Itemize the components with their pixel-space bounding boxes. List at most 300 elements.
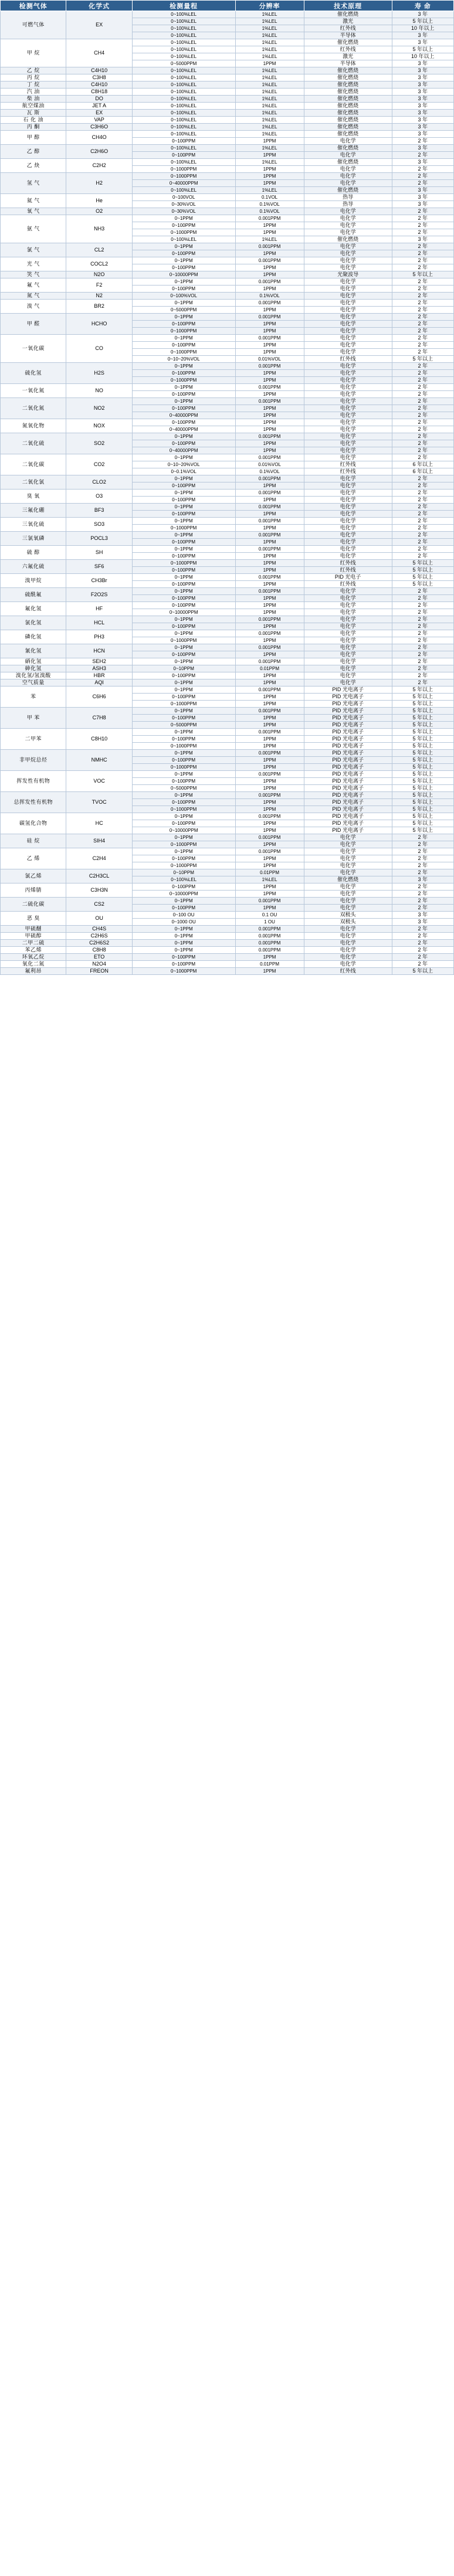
cell-detection-range: 0~10PPM	[132, 869, 235, 876]
cell-gas-name: 一氧化氮	[1, 384, 66, 398]
cell-detection-range: 0~1000PPM	[132, 968, 235, 975]
cell-lifespan: 3 年	[392, 32, 453, 39]
cell-technology: 电化学	[304, 940, 392, 947]
cell-chemical-formula: OU	[66, 912, 132, 926]
cell-gas-name: 总挥发性有机物	[1, 792, 66, 813]
cell-chemical-formula: SH	[66, 546, 132, 560]
cell-gas-name: 汽 油	[1, 89, 66, 96]
cell-chemical-formula: POCL3	[66, 532, 132, 546]
table-row	[1, 67, 454, 74]
cell-resolution: 1%LEL	[235, 145, 304, 152]
cell-gas-name: 苯	[1, 687, 66, 708]
cell-resolution: 0.001PPM	[235, 687, 304, 694]
header-resolution: 分辨率	[235, 1, 304, 11]
table-row	[1, 145, 454, 152]
cell-gas-name: 氟 气	[1, 278, 66, 293]
cell-chemical-formula: C2H6O	[66, 145, 132, 159]
cell-resolution: 0.001PPM	[235, 475, 304, 482]
cell-detection-range: 0~1000PPM	[132, 349, 235, 356]
cell-resolution: 1%LEL	[235, 110, 304, 117]
cell-resolution: 1%LEL	[235, 67, 304, 74]
cell-resolution: 0.001PPM	[235, 813, 304, 820]
cell-technology: 电化学	[304, 954, 392, 961]
cell-technology: 电化学	[304, 862, 392, 869]
cell-detection-range: 0~100PPM	[132, 138, 235, 145]
cell-lifespan: 2 年	[392, 257, 453, 264]
cell-lifespan: 2 年	[392, 208, 453, 215]
cell-lifespan: 2 年	[392, 300, 453, 307]
table-row	[1, 947, 454, 954]
cell-lifespan: 2 年	[392, 553, 453, 560]
cell-chemical-formula: HCN	[66, 644, 132, 658]
cell-lifespan: 2 年	[392, 180, 453, 187]
cell-lifespan: 2 年	[392, 665, 453, 672]
cell-technology: PID 光电子	[304, 574, 392, 581]
cell-lifespan: 2 年	[392, 841, 453, 848]
cell-technology: 电化学	[304, 588, 392, 595]
cell-technology: 催化燃烧	[304, 96, 392, 103]
cell-technology: 电化学	[304, 961, 392, 968]
cell-technology: 电化学	[304, 307, 392, 314]
cell-detection-range: 0~10000PPM	[132, 271, 235, 278]
cell-resolution: 0.001PPM	[235, 588, 304, 595]
cell-chemical-formula: CO2	[66, 454, 132, 475]
cell-technology: PID 光电离子	[304, 820, 392, 827]
cell-lifespan: 2 年	[392, 447, 453, 454]
cell-detection-range: 0~1PPM	[132, 687, 235, 694]
table-row	[1, 926, 454, 933]
cell-gas-name: 六氟化硫	[1, 560, 66, 574]
cell-chemical-formula: NO2	[66, 398, 132, 419]
cell-lifespan: 5 年以上	[392, 813, 453, 820]
cell-chemical-formula: HCHO	[66, 314, 132, 335]
cell-chemical-formula: CH4O	[66, 131, 132, 145]
gas-sensor-spec-sheet	[0, 0, 454, 975]
cell-chemical-formula: FREON	[66, 968, 132, 975]
cell-detection-range: 0~1PPM	[132, 658, 235, 665]
cell-resolution: 1PPM	[235, 286, 304, 293]
cell-chemical-formula: CS2	[66, 898, 132, 912]
cell-gas-name: 空气质量	[1, 679, 66, 687]
table-row	[1, 813, 454, 820]
cell-resolution: 1%LEL	[235, 159, 304, 166]
cell-gas-name: 硫化氢	[1, 363, 66, 384]
cell-lifespan: 3 年	[392, 912, 453, 919]
cell-gas-name: 磷化氢	[1, 630, 66, 644]
cell-chemical-formula: C3H6O	[66, 124, 132, 131]
cell-detection-range: 0~1PPM	[132, 475, 235, 482]
cell-resolution: 0.001PPM	[235, 314, 304, 321]
table-row	[1, 644, 454, 651]
cell-gas-name: 可燃气体	[1, 11, 66, 39]
cell-technology: 光聚波导	[304, 271, 392, 278]
cell-chemical-formula: N2	[66, 293, 132, 300]
cell-chemical-formula: SF6	[66, 560, 132, 574]
cell-detection-range: 0~1PPM	[132, 588, 235, 595]
cell-lifespan: 2 年	[392, 278, 453, 286]
cell-lifespan: 3 年	[392, 89, 453, 96]
cell-lifespan: 2 年	[392, 834, 453, 841]
cell-technology: 电化学	[304, 180, 392, 187]
cell-chemical-formula: C3H8	[66, 74, 132, 81]
cell-resolution: 0.01PPM	[235, 665, 304, 672]
cell-lifespan: 2 年	[392, 475, 453, 482]
cell-detection-range: 0~1PPM	[132, 947, 235, 954]
cell-detection-range: 0~100PPM	[132, 250, 235, 257]
cell-detection-range: 0~100%LEL	[132, 110, 235, 117]
header-gas: 检测气体	[1, 1, 66, 11]
cell-chemical-formula: N2O4	[66, 961, 132, 968]
cell-lifespan: 5 年以上	[392, 356, 453, 363]
cell-technology: 电化学	[304, 293, 392, 300]
cell-lifespan: 3 年	[392, 236, 453, 243]
cell-gas-name: 环氧乙烷	[1, 954, 66, 961]
cell-lifespan: 2 年	[392, 391, 453, 398]
cell-chemical-formula: CH4	[66, 39, 132, 67]
table-row	[1, 419, 454, 426]
cell-lifespan: 2 年	[392, 363, 453, 370]
cell-detection-range: 0~1000PPM	[132, 173, 235, 180]
cell-detection-range: 0~100PPM	[132, 497, 235, 504]
cell-technology: PID 光电离子	[304, 687, 392, 694]
cell-lifespan: 2 年	[392, 602, 453, 609]
cell-detection-range: 0~100PPM	[132, 482, 235, 490]
cell-technology: 电化学	[304, 342, 392, 349]
cell-technology: 电化学	[304, 553, 392, 560]
cell-resolution: 1PPM	[235, 757, 304, 764]
table-row	[1, 616, 454, 623]
table-row	[1, 384, 454, 391]
table-row	[1, 792, 454, 799]
cell-resolution: 1%LEL	[235, 124, 304, 131]
cell-technology: 电化学	[304, 377, 392, 384]
table-row	[1, 834, 454, 841]
cell-resolution: 1PPM	[235, 715, 304, 722]
cell-resolution: 0.001PPM	[235, 848, 304, 855]
table-row	[1, 173, 454, 180]
cell-chemical-formula: CO	[66, 335, 132, 363]
cell-resolution: 1PPM	[235, 405, 304, 412]
cell-resolution: 0.001PPM	[235, 630, 304, 637]
cell-lifespan: 3 年	[392, 876, 453, 883]
cell-lifespan: 5 年以上	[392, 687, 453, 694]
cell-technology: 电化学	[304, 679, 392, 687]
cell-resolution: 1PPM	[235, 138, 304, 145]
cell-resolution: 0.01%VOL	[235, 461, 304, 468]
cell-resolution: 0.001PPM	[235, 490, 304, 497]
cell-detection-range: 0~100PPM	[132, 567, 235, 574]
cell-technology: 催化燃烧	[304, 131, 392, 138]
cell-chemical-formula: He	[66, 194, 132, 208]
table-row	[1, 679, 454, 687]
cell-gas-name: 甲硫醇	[1, 933, 66, 940]
cell-technology: 电化学	[304, 475, 392, 482]
cell-resolution: 1PPM	[235, 820, 304, 827]
cell-technology: 热导	[304, 194, 392, 201]
cell-lifespan: 3 年	[392, 194, 453, 201]
cell-technology: 电化学	[304, 229, 392, 236]
cell-gas-name: 乙 醇	[1, 145, 66, 159]
cell-lifespan: 2 年	[392, 905, 453, 912]
cell-detection-range: 0~5000PPM	[132, 722, 235, 729]
cell-detection-range: 0~1000PPM	[132, 841, 235, 848]
cell-detection-range: 0~1PPM	[132, 257, 235, 264]
cell-chemical-formula: ASH3	[66, 665, 132, 672]
cell-technology: PID 光电离子	[304, 785, 392, 792]
cell-technology: 电化学	[304, 335, 392, 342]
cell-resolution: 1PPM	[235, 764, 304, 771]
cell-resolution: 1PPM	[235, 581, 304, 588]
cell-detection-range: 0~5000PPM	[132, 307, 235, 314]
cell-lifespan: 5 年以上	[392, 764, 453, 771]
cell-detection-range: 0~100PPM	[132, 799, 235, 806]
cell-lifespan: 5 年以上	[392, 750, 453, 757]
cell-technology: 电化学	[304, 926, 392, 933]
cell-detection-range: 0~1000PPM	[132, 525, 235, 532]
cell-resolution: 1PPM	[235, 539, 304, 546]
cell-resolution: 1%LEL	[235, 876, 304, 883]
cell-gas-name: 航空煤油	[1, 103, 66, 110]
cell-technology: 红外线	[304, 46, 392, 53]
cell-lifespan: 2 年	[392, 250, 453, 257]
cell-chemical-formula: SEH2	[66, 658, 132, 665]
cell-chemical-formula: JET A	[66, 103, 132, 110]
cell-technology: 电化学	[304, 349, 392, 356]
cell-technology: 电化学	[304, 497, 392, 504]
cell-gas-name: 甲硫醚	[1, 926, 66, 933]
cell-chemical-formula: TVOC	[66, 792, 132, 813]
cell-lifespan: 5 年以上	[392, 827, 453, 834]
cell-lifespan: 5 年以上	[392, 778, 453, 785]
cell-technology: 电化学	[304, 651, 392, 658]
cell-resolution: 1PPM	[235, 497, 304, 504]
cell-lifespan: 6 年以上	[392, 461, 453, 468]
cell-resolution: 0.01PPM	[235, 869, 304, 876]
cell-resolution: 1PPM	[235, 595, 304, 602]
cell-lifespan: 2 年	[392, 314, 453, 321]
cell-resolution: 0.001PPM	[235, 898, 304, 905]
cell-chemical-formula: O2	[66, 208, 132, 215]
cell-resolution: 1PPM	[235, 152, 304, 159]
cell-resolution: 0.001PPM	[235, 454, 304, 461]
cell-detection-range: 0~1PPM	[132, 398, 235, 405]
cell-gas-name: 臭 氧	[1, 490, 66, 504]
cell-resolution: 1PPM	[235, 173, 304, 180]
cell-chemical-formula: PH3	[66, 630, 132, 644]
cell-resolution: 0.001PPM	[235, 257, 304, 264]
cell-technology: PID 光电离子	[304, 722, 392, 729]
cell-gas-name: 氯 气	[1, 243, 66, 257]
cell-technology: 电化学	[304, 433, 392, 440]
cell-lifespan: 5 年以上	[392, 567, 453, 574]
cell-gas-name: 笑 气	[1, 271, 66, 278]
cell-detection-range: 0~100PPM	[132, 757, 235, 764]
cell-detection-range: 0~100%LEL	[132, 46, 235, 53]
table-row	[1, 110, 454, 117]
cell-gas-name: 二氧化硫	[1, 433, 66, 454]
cell-technology: 电化学	[304, 166, 392, 173]
cell-technology: 红外线	[304, 560, 392, 567]
cell-resolution: 0.1 OU	[235, 912, 304, 919]
table-row	[1, 898, 454, 905]
cell-detection-range: 0~100%LEL	[132, 39, 235, 46]
cell-lifespan: 2 年	[392, 616, 453, 623]
cell-gas-name: 二硫化碳	[1, 898, 66, 912]
cell-resolution: 0.001PPM	[235, 771, 304, 778]
table-row	[1, 630, 454, 637]
cell-technology: 电化学	[304, 658, 392, 665]
cell-chemical-formula: SO2	[66, 433, 132, 454]
cell-detection-range: 0~1PPM	[132, 504, 235, 511]
cell-detection-range: 0~1PPM	[132, 518, 235, 525]
cell-technology: PID 光电离子	[304, 792, 392, 799]
cell-resolution: 0.001PPM	[235, 278, 304, 286]
cell-lifespan: 2 年	[392, 532, 453, 539]
cell-lifespan: 2 年	[392, 539, 453, 546]
table-row	[1, 518, 454, 525]
cell-chemical-formula: C8H10	[66, 729, 132, 750]
table-row	[1, 11, 454, 18]
cell-technology: 催化燃烧	[304, 159, 392, 166]
cell-technology: 电化学	[304, 644, 392, 651]
cell-detection-range: 0~100PPM	[132, 405, 235, 412]
cell-chemical-formula: C8H18	[66, 89, 132, 96]
cell-lifespan: 10 年以上	[392, 25, 453, 32]
cell-detection-range: 0~1000PPM	[132, 377, 235, 384]
cell-technology: 电化学	[304, 173, 392, 180]
cell-lifespan: 2 年	[392, 595, 453, 602]
cell-lifespan: 3 年	[392, 159, 453, 166]
cell-lifespan: 3 年	[392, 39, 453, 46]
cell-lifespan: 2 年	[392, 433, 453, 440]
cell-lifespan: 2 年	[392, 454, 453, 461]
cell-resolution: 1PPM	[235, 560, 304, 567]
cell-detection-range: 0~30%VOL	[132, 201, 235, 208]
cell-technology: 电化学	[304, 898, 392, 905]
cell-lifespan: 5 年以上	[392, 771, 453, 778]
cell-technology: 电化学	[304, 215, 392, 222]
cell-technology: PID 光电离子	[304, 743, 392, 750]
table-row	[1, 546, 454, 553]
cell-gas-name: 氯乙烯	[1, 869, 66, 883]
cell-gas-name: 丙 烷	[1, 74, 66, 81]
cell-detection-range: 0~1PPM	[132, 750, 235, 757]
cell-detection-range: 0~1000PPM	[132, 328, 235, 335]
cell-resolution: 1PPM	[235, 905, 304, 912]
cell-detection-range: 0~0.1%VOL	[132, 468, 235, 475]
cell-gas-name: 二甲二硫	[1, 940, 66, 947]
cell-technology: 电化学	[304, 637, 392, 644]
table-row	[1, 257, 454, 264]
cell-resolution: 1PPM	[235, 482, 304, 490]
cell-detection-range: 0~100PPM	[132, 370, 235, 377]
cell-resolution: 1PPM	[235, 651, 304, 658]
cell-resolution: 0.01%VOL	[235, 356, 304, 363]
cell-resolution: 1PPM	[235, 342, 304, 349]
cell-technology: 催化燃烧	[304, 103, 392, 110]
cell-detection-range: 0~40000PPM	[132, 180, 235, 187]
cell-resolution: 1%LEL	[235, 187, 304, 194]
cell-chemical-formula: NMHC	[66, 750, 132, 771]
cell-detection-range: 0~100VOL	[132, 194, 235, 201]
cell-detection-range: 0~100 OU	[132, 912, 235, 919]
cell-resolution: 0.001PPM	[235, 933, 304, 940]
cell-detection-range: 0~1PPM	[132, 834, 235, 841]
cell-gas-name: 氰化氢	[1, 644, 66, 658]
cell-resolution: 1PPM	[235, 307, 304, 314]
cell-lifespan: 2 年	[392, 215, 453, 222]
cell-resolution: 0.001PPM	[235, 518, 304, 525]
cell-detection-range: 0~1PPM	[132, 708, 235, 715]
table-row	[1, 81, 454, 89]
cell-lifespan: 2 年	[392, 328, 453, 335]
cell-lifespan: 2 年	[392, 138, 453, 145]
cell-technology: 电化学	[304, 243, 392, 250]
cell-resolution: 1PPM	[235, 440, 304, 447]
cell-resolution: 0.001PPM	[235, 644, 304, 651]
cell-resolution: 0.001PPM	[235, 363, 304, 370]
cell-resolution: 0.001PPM	[235, 658, 304, 665]
cell-resolution: 1PPM	[235, 841, 304, 848]
table-row	[1, 117, 454, 124]
cell-lifespan: 2 年	[392, 855, 453, 862]
cell-detection-range: 0~100PPM	[132, 581, 235, 588]
table-row	[1, 475, 454, 482]
cell-chemical-formula: F2O2S	[66, 588, 132, 602]
cell-lifespan: 2 年	[392, 286, 453, 293]
cell-technology: 催化燃烧	[304, 145, 392, 152]
cell-resolution: 0.001PPM	[235, 708, 304, 715]
cell-lifespan: 2 年	[392, 883, 453, 891]
cell-lifespan: 2 年	[392, 173, 453, 180]
cell-detection-range: 0~1PPM	[132, 300, 235, 307]
cell-lifespan: 3 年	[392, 103, 453, 110]
cell-detection-range: 0~100%LEL	[132, 11, 235, 18]
cell-chemical-formula: ETO	[66, 954, 132, 961]
cell-technology: 双极头	[304, 912, 392, 919]
cell-detection-range: 0~100%LEL	[132, 53, 235, 60]
cell-resolution: 1PPM	[235, 855, 304, 862]
cell-chemical-formula: VAP	[66, 117, 132, 124]
table-row	[1, 729, 454, 736]
cell-lifespan: 2 年	[392, 335, 453, 342]
cell-technology: 电化学	[304, 672, 392, 679]
cell-lifespan: 2 年	[392, 630, 453, 637]
cell-technology: 红外线	[304, 356, 392, 363]
cell-resolution: 1 OU	[235, 919, 304, 926]
cell-lifespan: 5 年以上	[392, 708, 453, 715]
cell-detection-range: 0~100%LEL	[132, 74, 235, 81]
cell-lifespan: 5 年以上	[392, 799, 453, 806]
cell-resolution: 1PPM	[235, 349, 304, 356]
table-row	[1, 560, 454, 567]
cell-resolution: 1PPM	[235, 862, 304, 869]
cell-gas-name: 二氧化碳	[1, 454, 66, 475]
cell-chemical-formula: H2S	[66, 363, 132, 384]
cell-technology: 催化燃烧	[304, 110, 392, 117]
cell-detection-range: 0~1PPM	[132, 940, 235, 947]
cell-detection-range: 0~10000PPM	[132, 609, 235, 616]
cell-gas-name: 乙 烷	[1, 67, 66, 74]
table-row	[1, 961, 454, 968]
cell-gas-name: 丙烯腈	[1, 883, 66, 898]
cell-technology: 电化学	[304, 539, 392, 546]
cell-lifespan: 5 年以上	[392, 743, 453, 750]
cell-resolution: 1PPM	[235, 743, 304, 750]
cell-resolution: 0.001PPM	[235, 574, 304, 581]
table-row	[1, 933, 454, 940]
table-row	[1, 602, 454, 609]
